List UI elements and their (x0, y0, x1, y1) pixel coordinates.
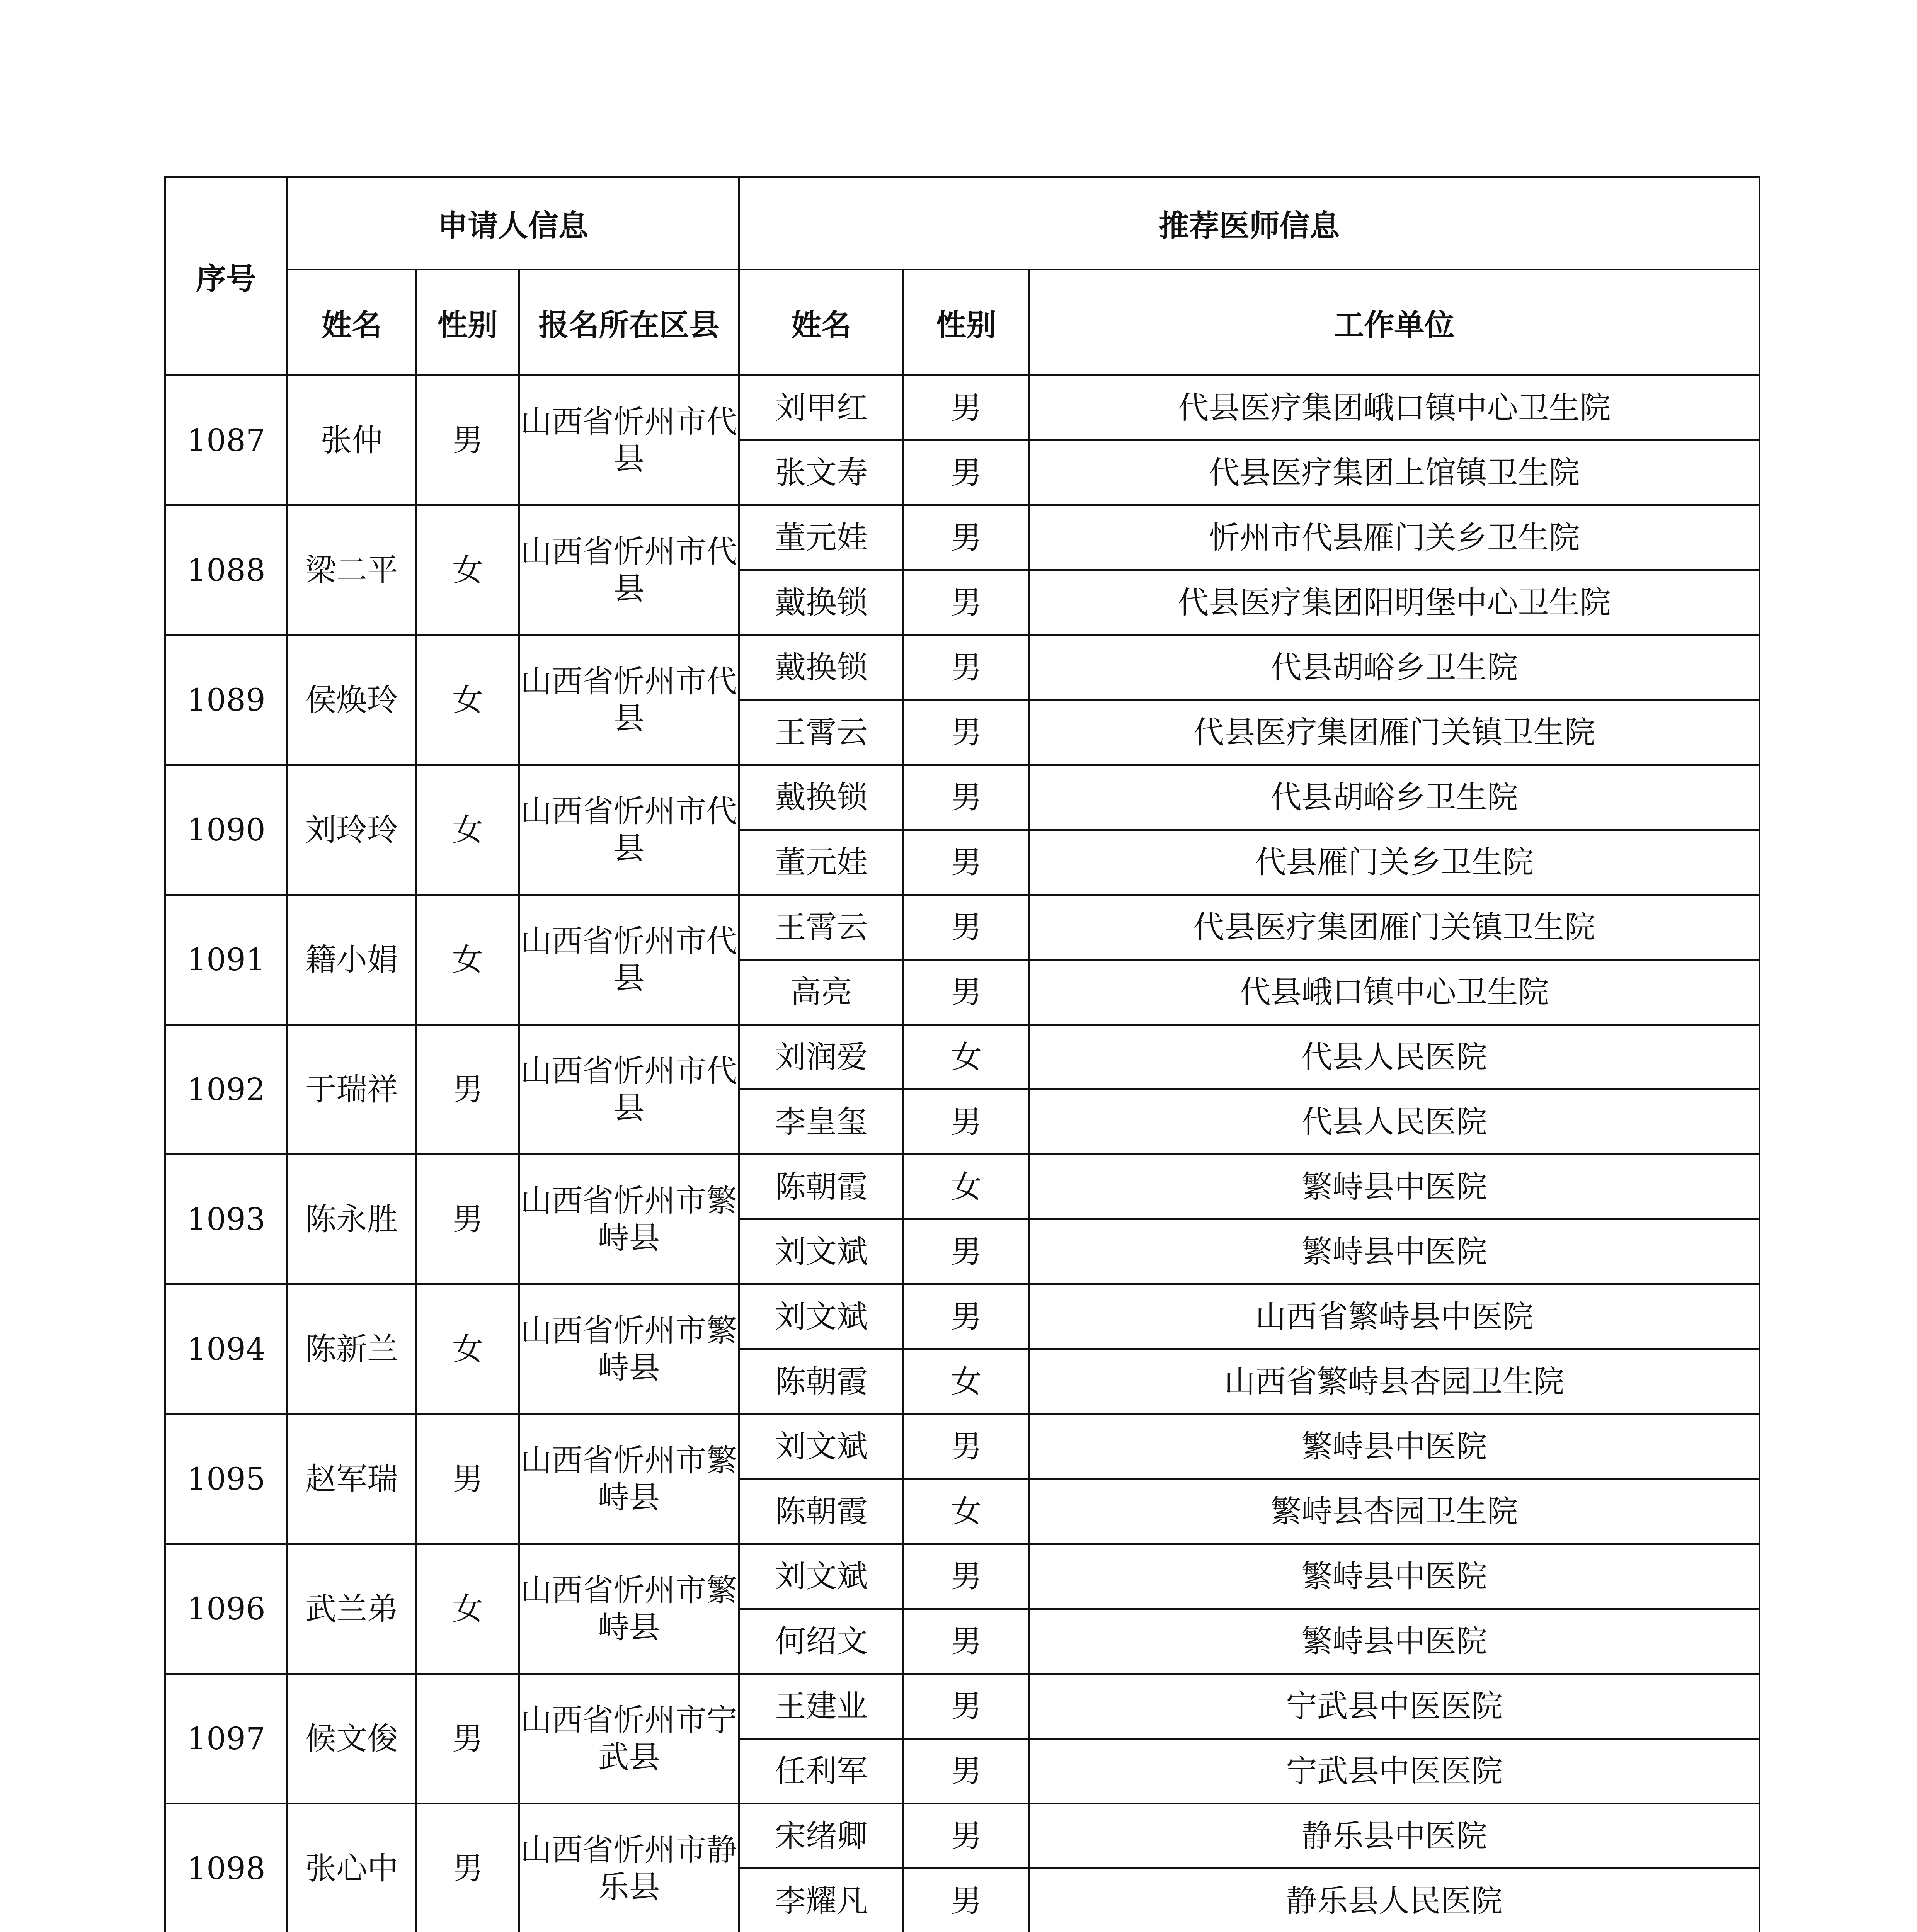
doctor-gender: 女 (904, 1025, 1029, 1090)
applicant-name: 刘玲玲 (287, 765, 417, 895)
doctor-unit: 宁武县中医医院 (1029, 1739, 1760, 1804)
doctor-gender: 男 (904, 960, 1029, 1025)
doctor-name: 戴换锁 (739, 765, 904, 830)
doctor-unit: 代县峨口镇中心卫生院 (1029, 960, 1760, 1025)
doctor-unit: 代县医疗集团上馆镇卫生院 (1029, 440, 1760, 505)
applicant-region: 山西省忻州市代县 (519, 895, 739, 1025)
applicant-name: 侯焕玲 (287, 635, 417, 765)
header-applicant-gender: 性别 (417, 270, 519, 376)
doctor-unit: 代县医疗集团雁门关镇卫生院 (1029, 700, 1760, 765)
doctor-name: 刘文斌 (739, 1414, 904, 1479)
doctor-name: 何绍文 (739, 1609, 904, 1674)
doctor-gender: 男 (904, 570, 1029, 635)
doctor-name: 刘文斌 (739, 1284, 904, 1349)
header-doctor-gender: 性别 (904, 270, 1029, 376)
doctor-unit: 静乐县中医院 (1029, 1804, 1760, 1869)
doctor-name: 张文寿 (739, 440, 904, 505)
header-doctor-unit: 工作单位 (1029, 270, 1760, 376)
record-id: 1098 (165, 1804, 287, 1932)
doctor-name: 李耀凡 (739, 1869, 904, 1932)
doctor-unit: 代县医疗集团雁门关镇卫生院 (1029, 895, 1760, 960)
header-seq: 序号 (165, 177, 287, 376)
record-id: 1095 (165, 1414, 287, 1544)
applicant-region: 山西省忻州市代县 (519, 376, 739, 505)
applicant-gender: 男 (417, 376, 519, 505)
doctor-name: 高亮 (739, 960, 904, 1025)
doctor-gender: 男 (904, 765, 1029, 830)
doctor-gender: 男 (904, 1739, 1029, 1804)
applicant-gender: 男 (417, 1414, 519, 1544)
applicant-gender: 女 (417, 1544, 519, 1674)
applicant-gender: 女 (417, 635, 519, 765)
doctor-unit: 代县医疗集团阳明堡中心卫生院 (1029, 570, 1760, 635)
applicant-gender: 男 (417, 1674, 519, 1804)
applicant-region: 山西省忻州市代县 (519, 635, 739, 765)
record-id: 1090 (165, 765, 287, 895)
doctor-gender: 男 (904, 1544, 1029, 1609)
doctor-name: 陈朝霞 (739, 1479, 904, 1544)
doctor-gender: 男 (904, 505, 1029, 570)
doctor-name: 任利军 (739, 1739, 904, 1804)
doctor-unit: 代县人民医院 (1029, 1090, 1760, 1155)
table-row (165, 635, 1760, 700)
applicant-name: 赵军瑞 (287, 1414, 417, 1544)
applicant-name: 张仲 (287, 376, 417, 505)
applicant-name: 籍小娟 (287, 895, 417, 1025)
applicant-name: 陈永胜 (287, 1155, 417, 1284)
applicant-gender: 男 (417, 1025, 519, 1155)
doctor-unit: 繁峙县中医院 (1029, 1414, 1760, 1479)
doctor-unit: 静乐县人民医院 (1029, 1869, 1760, 1932)
record-id: 1089 (165, 635, 287, 765)
record-id: 1092 (165, 1025, 287, 1155)
table-row (165, 1544, 1760, 1609)
doctor-gender: 男 (904, 830, 1029, 895)
doctor-unit: 繁峙县中医院 (1029, 1609, 1760, 1674)
doctor-name: 刘文斌 (739, 1544, 904, 1609)
doctor-gender: 女 (904, 1349, 1029, 1414)
applicant-gender: 女 (417, 895, 519, 1025)
applicant-name: 梁二平 (287, 505, 417, 635)
doctor-gender: 男 (904, 1804, 1029, 1869)
table-row (165, 376, 1760, 440)
doctor-gender: 男 (904, 376, 1029, 440)
doctor-unit: 繁峙县中医院 (1029, 1155, 1760, 1219)
table-row (165, 1674, 1760, 1739)
doctor-gender: 男 (904, 440, 1029, 505)
doctor-gender: 女 (904, 1155, 1029, 1219)
doctor-name: 王建业 (739, 1674, 904, 1739)
applicant-name: 候文俊 (287, 1674, 417, 1804)
doctor-gender: 男 (904, 1090, 1029, 1155)
doctor-unit: 代县医疗集团峨口镇中心卫生院 (1029, 376, 1760, 440)
applicant-gender: 男 (417, 1804, 519, 1932)
doctor-name: 刘甲红 (739, 376, 904, 440)
doctor-gender: 男 (904, 1219, 1029, 1284)
applicant-region: 山西省忻州市代县 (519, 1025, 739, 1155)
doctor-unit: 繁峙县杏园卫生院 (1029, 1479, 1760, 1544)
doctor-unit: 山西省繁峙县中医院 (1029, 1284, 1760, 1349)
applicant-region: 山西省忻州市代县 (519, 765, 739, 895)
table-row (165, 505, 1760, 570)
table-row (165, 1414, 1760, 1479)
doctor-name: 陈朝霞 (739, 1155, 904, 1219)
applicant-name: 陈新兰 (287, 1284, 417, 1414)
table-row (165, 1155, 1760, 1219)
record-id: 1088 (165, 505, 287, 635)
record-id: 1096 (165, 1544, 287, 1674)
doctor-name: 董元娃 (739, 505, 904, 570)
doctor-gender: 男 (904, 1609, 1029, 1674)
table-row (165, 1284, 1760, 1349)
table-row (165, 1804, 1760, 1869)
applicant-region: 山西省忻州市繁峙县 (519, 1155, 739, 1284)
applicant-name: 武兰弟 (287, 1544, 417, 1674)
applicant-region: 山西省忻州市静乐县 (519, 1804, 739, 1932)
applicant-gender: 女 (417, 505, 519, 635)
table-row (165, 765, 1760, 830)
applicant-region: 山西省忻州市代县 (519, 505, 739, 635)
applicant-region: 山西省忻州市宁武县 (519, 1674, 739, 1804)
doctor-gender: 男 (904, 700, 1029, 765)
doctor-gender: 男 (904, 1674, 1029, 1739)
doctor-name: 宋绪卿 (739, 1804, 904, 1869)
record-id: 1087 (165, 376, 287, 505)
record-id: 1097 (165, 1674, 287, 1804)
applicant-region: 山西省忻州市繁峙县 (519, 1284, 739, 1414)
applicant-name: 于瑞祥 (287, 1025, 417, 1155)
doctor-name: 李皇玺 (739, 1090, 904, 1155)
doctor-name: 刘润爱 (739, 1025, 904, 1090)
doctor-name: 戴换锁 (739, 635, 904, 700)
applicant-gender: 女 (417, 765, 519, 895)
doctor-unit: 忻州市代县雁门关乡卫生院 (1029, 505, 1760, 570)
doctor-gender: 男 (904, 1869, 1029, 1932)
doctor-name: 董元娃 (739, 830, 904, 895)
table-body (165, 376, 1760, 1932)
doctor-unit: 繁峙县中医院 (1029, 1544, 1760, 1609)
header-applicant-group: 申请人信息 (287, 177, 739, 270)
header-applicant-region: 报名所在区县 (519, 270, 739, 376)
header-doctor-name: 姓名 (739, 270, 904, 376)
applicant-gender: 男 (417, 1155, 519, 1284)
doctor-unit: 代县胡峪乡卫生院 (1029, 635, 1760, 700)
doctor-unit: 繁峙县中医院 (1029, 1219, 1760, 1284)
doctor-gender: 男 (904, 895, 1029, 960)
header-applicant-name: 姓名 (287, 270, 417, 376)
doctor-name: 王霄云 (739, 700, 904, 765)
doctor-unit: 代县人民医院 (1029, 1025, 1760, 1090)
doctor-gender: 男 (904, 1414, 1029, 1479)
applicant-gender: 女 (417, 1284, 519, 1414)
doctor-gender: 女 (904, 1479, 1029, 1544)
record-id: 1093 (165, 1155, 287, 1284)
table-row (165, 895, 1760, 960)
record-id: 1091 (165, 895, 287, 1025)
doctor-unit: 代县雁门关乡卫生院 (1029, 830, 1760, 895)
applicant-region: 山西省忻州市繁峙县 (519, 1414, 739, 1544)
applicant-name: 张心中 (287, 1804, 417, 1932)
doctor-name: 陈朝霞 (739, 1349, 904, 1414)
applicant-region: 山西省忻州市繁峙县 (519, 1544, 739, 1674)
doctor-unit: 代县胡峪乡卫生院 (1029, 765, 1760, 830)
record-id: 1094 (165, 1284, 287, 1414)
doctor-name: 戴换锁 (739, 570, 904, 635)
doctor-gender: 男 (904, 1284, 1029, 1349)
doctor-unit: 山西省繁峙县杏园卫生院 (1029, 1349, 1760, 1414)
doctor-name: 刘文斌 (739, 1219, 904, 1284)
header-recommender-group: 推荐医师信息 (739, 177, 1760, 270)
doctor-gender: 男 (904, 635, 1029, 700)
applicant-table (164, 176, 1760, 1932)
table-row (165, 1025, 1760, 1090)
doctor-name: 王霄云 (739, 895, 904, 960)
doctor-unit: 宁武县中医医院 (1029, 1674, 1760, 1739)
